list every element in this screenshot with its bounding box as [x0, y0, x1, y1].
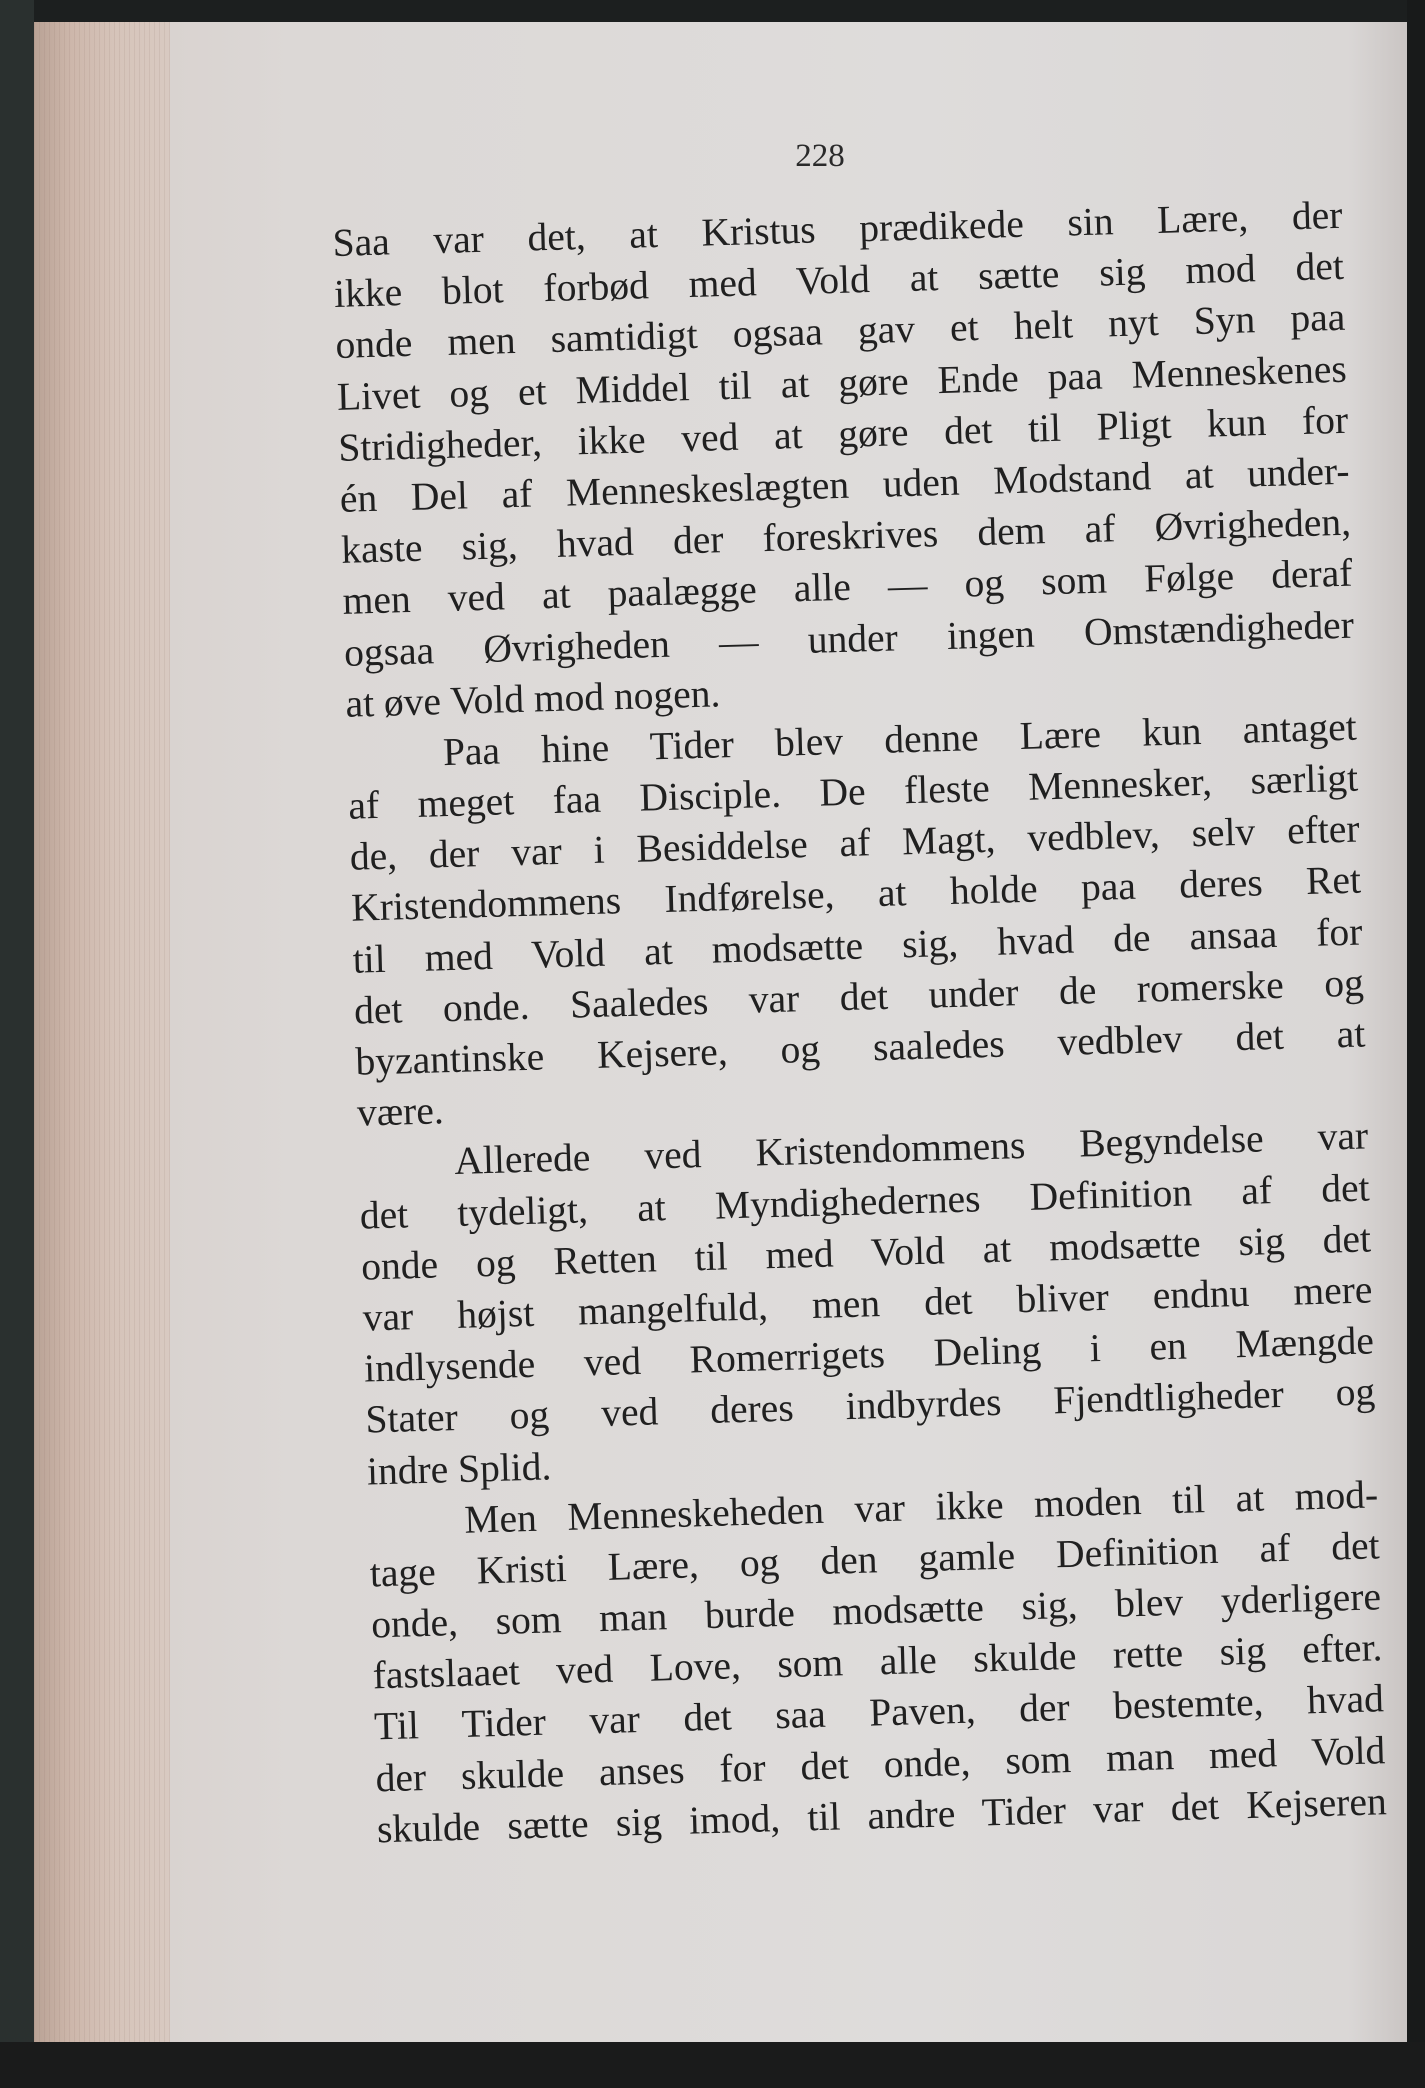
body-text [332, 190, 1387, 1856]
text-line: onde men samtidigt ogsaa gav et helt nyt Syn paa [334, 295, 1346, 368]
text-line: indre Splid. [366, 1443, 552, 1494]
text-line: at øve Vold mod nogen. [344, 671, 721, 726]
text-line: ogsaa Øvrigheden — under ingen Omstændigheder [343, 602, 1355, 675]
text-line: Til Tider var det saa Paven, der bestemte, hvad [373, 1676, 1385, 1749]
text-line: byzantinske Kejsere, og saaledes vedblev det at [354, 1011, 1366, 1084]
text-line: kaste sig, hvad der foreskrives dem af Øvrigheden, [340, 499, 1352, 572]
text-line: Saa var det, at Kristus prædikede sin Lære, der [332, 192, 1343, 265]
text-line: der skulde anses for det onde, som man med Vold [374, 1727, 1386, 1801]
text-line: det onde. Saaledes var det under de romerske og [353, 960, 1365, 1033]
text-line: ikke blot forbød med Vold at sætte sig mod det [333, 243, 1345, 317]
book-cover-left [0, 0, 34, 2088]
text-line: af meget faa Disciple. De fleste Mennesker, særligt [347, 755, 1359, 828]
text-line: til med Vold at modsætte sig, hvad de ansaa for [352, 909, 1363, 982]
text-line: Livet og et Middel til at gøre Ende paa Menneskenes [336, 346, 1348, 419]
page-stack-edge [34, 22, 184, 2042]
text-line: var højst mangelfuld, men det bliver endnu mere [362, 1267, 1373, 1340]
text-line: fastslaaet ved Love, som alle skulde rette sig efter. [372, 1625, 1383, 1698]
text-line: det tydeligt, at Myndighedernes Definition af det [359, 1164, 1371, 1238]
text-line: onde, som man burde modsætte sig, blev yderligere [370, 1574, 1382, 1647]
text-line: én Del af Menneskeslægten uden Modstand at under- [339, 448, 1351, 521]
text-line: Paa hine Tider blev denne Lære kun antaget [442, 704, 1358, 774]
text-line: være. [356, 1088, 445, 1135]
text-line: skulde sætte sig imod, til andre Tider var det Kejseren [376, 1778, 1388, 1852]
book-cover-bottom [0, 2042, 1425, 2088]
text-line: Stater og ved deres indbyrdes Fjendtligheder og [364, 1369, 1376, 1442]
text-line: indlysende ved Romerrigets Deling i en Mængde [363, 1318, 1375, 1391]
text-line: Allerede ved Kristendommens Begyndelse var [453, 1113, 1369, 1184]
text-line: de, der var i Besiddelse af Magt, vedblev, selv efter [349, 806, 1361, 879]
book-cover-right [1407, 0, 1425, 2088]
text-line: Men Menneskeheden var ikke moden til at mod- [463, 1471, 1379, 1542]
text-line: men ved at paalægge alle — og som Følge deraf [342, 550, 1353, 624]
text-line: Stridigheder, ikke ved at gøre det til Pligt kun for [337, 397, 1349, 470]
text-line: onde og Retten til med Vold at modsætte sig det [360, 1216, 1372, 1289]
text-line: tage Kristi Lære, og den gamle Definition af det [369, 1523, 1381, 1596]
page-number: 228 [795, 138, 845, 174]
text-line: Kristendommens Indførelse, at holde paa deres Ret [350, 857, 1362, 931]
